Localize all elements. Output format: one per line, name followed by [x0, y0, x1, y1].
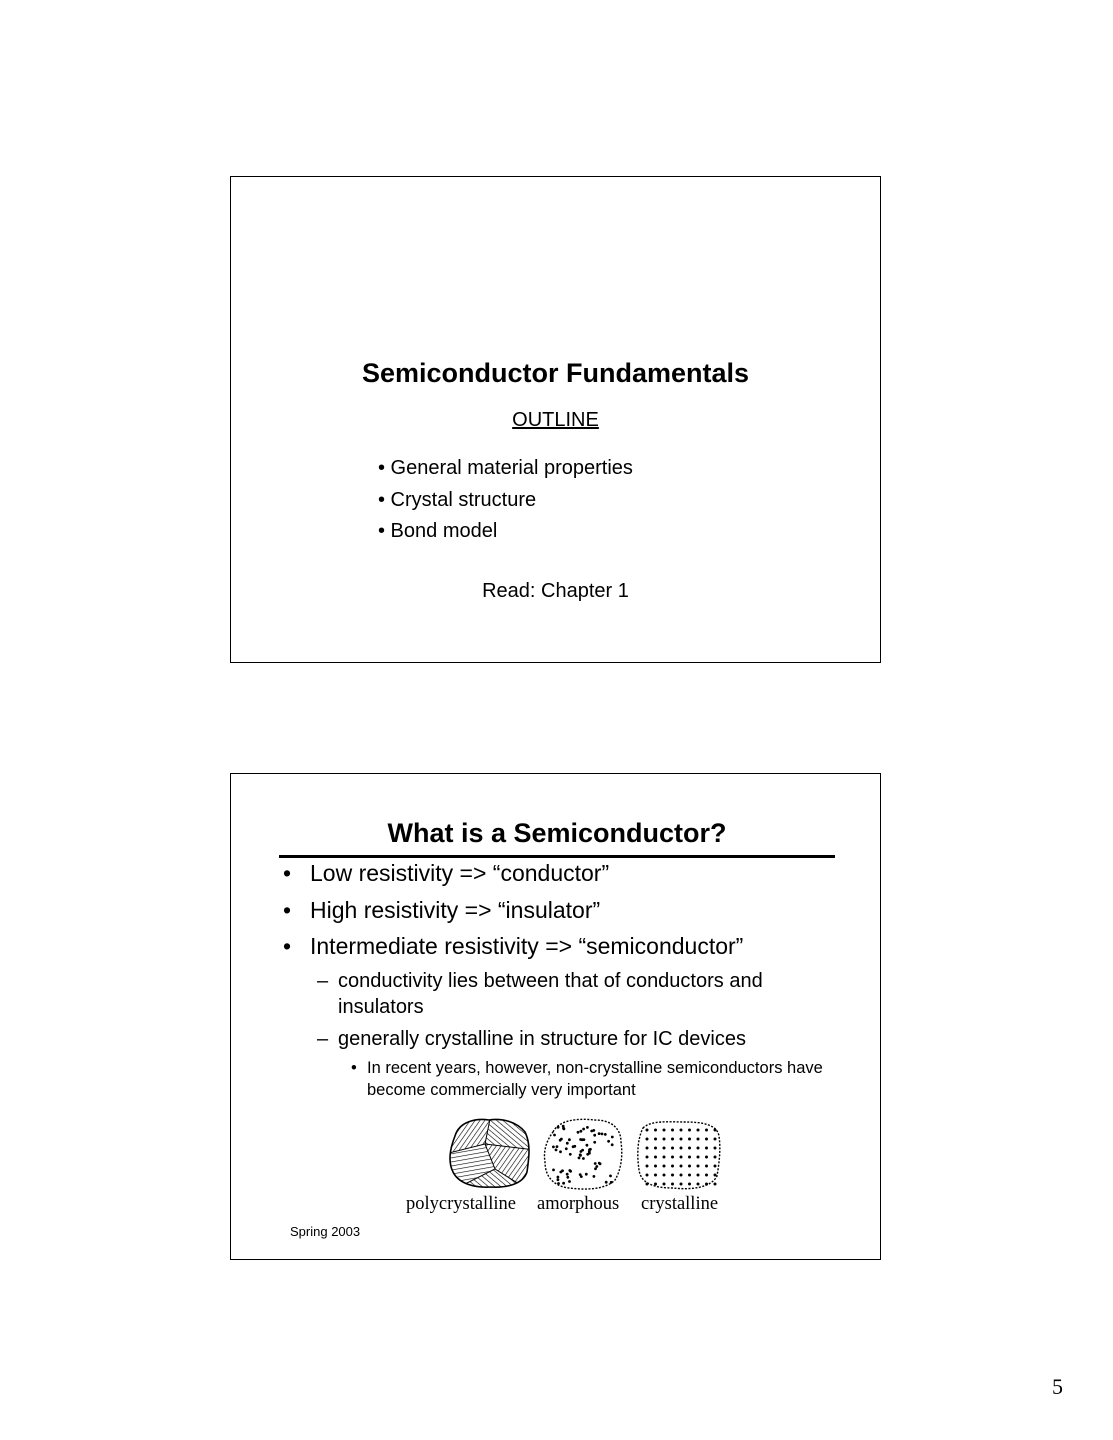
- lattice-dot: [714, 1174, 717, 1177]
- amorphous-dot: [604, 1133, 607, 1136]
- lattice-dot: [705, 1165, 708, 1168]
- bullet-symbol: •: [283, 860, 292, 886]
- amorphous-dot: [580, 1130, 583, 1133]
- lattice-dot: [671, 1147, 674, 1150]
- lattice-dot: [654, 1165, 657, 1168]
- lattice-dot: [671, 1129, 674, 1132]
- sub-sub-bullet-text: In recent years, however, non-crystalline semiconductors have become commercially very important: [367, 1059, 823, 1099]
- lattice-dot: [705, 1138, 708, 1141]
- lattice-dot: [714, 1129, 717, 1132]
- amorphous-dot: [578, 1157, 581, 1160]
- amorphous-dot: [566, 1176, 569, 1179]
- lattice-dot: [646, 1147, 649, 1150]
- lattice-dot: [654, 1174, 657, 1177]
- slide1-title: Semiconductor Fundamentals: [361, 358, 750, 388]
- amorphous-dot: [609, 1175, 612, 1178]
- amorphous-dot: [559, 1150, 562, 1153]
- amorphous-dot: [557, 1182, 560, 1185]
- slide2-title: What is a Semiconductor?: [387, 818, 727, 848]
- lattice-dot: [654, 1138, 657, 1141]
- amorphous-dot: [590, 1130, 593, 1133]
- amorphous-dot: [593, 1175, 596, 1178]
- slide-outline: [230, 176, 881, 663]
- amorphous-dot: [593, 1141, 596, 1144]
- amorphous-dot: [552, 1169, 555, 1172]
- lattice-dot: [654, 1156, 657, 1159]
- amorphous-dot: [586, 1144, 589, 1147]
- polycrystalline-shape: [445, 1114, 535, 1194]
- lattice-dot: [714, 1165, 717, 1168]
- lattice-dot: [663, 1165, 666, 1168]
- lattice-dot: [663, 1156, 666, 1159]
- lattice-dot: [697, 1183, 700, 1186]
- dash-symbol: –: [317, 1028, 329, 1050]
- amorphous-dot: [556, 1145, 559, 1148]
- outline-heading: OUTLINE: [512, 409, 599, 431]
- amorphous-dot: [594, 1162, 597, 1165]
- caption-crystalline: crystalline: [641, 1194, 719, 1214]
- lattice-dot: [663, 1183, 666, 1186]
- outline-item: • Bond model: [378, 520, 498, 542]
- lattice-dot: [663, 1129, 666, 1132]
- lattice-dot: [714, 1183, 717, 1186]
- lattice-dot: [646, 1174, 649, 1177]
- lattice-dot: [688, 1165, 691, 1168]
- lattice-dot: [697, 1165, 700, 1168]
- amorphous-dot: [579, 1153, 582, 1156]
- outline-item: • Crystal structure: [378, 488, 537, 511]
- amorphous-dot: [565, 1147, 568, 1150]
- amorphous-dot: [560, 1138, 563, 1141]
- amorphous-dot: [601, 1133, 604, 1136]
- amorphous-dot: [559, 1171, 562, 1174]
- amorphous-dot: [588, 1152, 591, 1155]
- lattice-dot: [680, 1174, 683, 1177]
- amorphous-dot: [611, 1136, 614, 1139]
- lattice-dot: [646, 1165, 649, 1168]
- outline-list: [378, 453, 633, 548]
- lattice-dot: [697, 1138, 700, 1141]
- bullet-text: Low resistivity => “conductor”: [310, 860, 610, 886]
- amorphous-dot: [557, 1176, 560, 1179]
- amorphous-dot: [569, 1153, 572, 1156]
- dash-symbol: –: [317, 970, 329, 992]
- bullet-symbol: •: [283, 933, 292, 959]
- lattice-dot: [714, 1156, 717, 1159]
- bullet-text: Intermediate resistivity => “semiconductor”: [310, 933, 744, 959]
- amorphous-dot: [598, 1162, 601, 1165]
- bullet-symbol: •: [351, 1059, 357, 1077]
- lattice-dot: [697, 1174, 700, 1177]
- lattice-dot: [680, 1138, 683, 1141]
- lattice-dot: [705, 1156, 708, 1159]
- title-underline: [279, 855, 835, 858]
- outline-item: • General material properties: [378, 457, 633, 479]
- amorphous-dot: [585, 1173, 588, 1176]
- amorphous-dot: [572, 1145, 575, 1148]
- lattice-dot: [671, 1165, 674, 1168]
- caption-amorphous: amorphous: [537, 1194, 620, 1214]
- amorphous-dot: [557, 1178, 560, 1181]
- crystal-structure-figure: [445, 1114, 725, 1194]
- lattice-dot: [663, 1147, 666, 1150]
- amorphous-dot: [555, 1149, 558, 1152]
- amorphous-dot: [553, 1134, 556, 1137]
- lattice-dot: [654, 1183, 657, 1186]
- lattice-dot: [680, 1165, 683, 1168]
- reading-assignment: Read: Chapter 1: [482, 580, 629, 602]
- bullet-text: High resistivity => “insulator”: [310, 897, 601, 923]
- lattice-dot: [705, 1174, 708, 1177]
- lattice-dot: [680, 1129, 683, 1132]
- lattice-dot: [688, 1156, 691, 1159]
- lattice-dot: [705, 1183, 708, 1186]
- amorphous-dot: [581, 1149, 584, 1152]
- lattice-dot: [714, 1147, 717, 1150]
- amorphous-dot: [580, 1175, 583, 1178]
- amorphous-dot: [595, 1165, 598, 1168]
- amorphous-dot: [557, 1126, 560, 1129]
- amorphous-dot: [552, 1146, 555, 1149]
- lattice-dot: [688, 1129, 691, 1132]
- crystalline-shape: [638, 1122, 720, 1189]
- amorphous-dot: [586, 1126, 589, 1129]
- amorphous-dot: [568, 1138, 571, 1141]
- lattice-dot: [671, 1183, 674, 1186]
- lattice-dot: [688, 1138, 691, 1141]
- lattice-dot: [705, 1147, 708, 1150]
- amorphous-dot: [611, 1143, 614, 1146]
- amorphous-dot: [598, 1132, 601, 1135]
- lattice-dot: [697, 1156, 700, 1159]
- lattice-dot: [646, 1129, 649, 1132]
- amorphous-dot: [610, 1181, 613, 1184]
- slide-footer: Spring 2003: [290, 1224, 361, 1239]
- lattice-dot: [680, 1147, 683, 1150]
- lattice-dot: [663, 1174, 666, 1177]
- lattice-dot: [671, 1138, 674, 1141]
- page-number: 5: [1052, 1374, 1063, 1399]
- lattice-dot: [654, 1129, 657, 1132]
- lattice-dot: [654, 1147, 657, 1150]
- lattice-dot: [714, 1138, 717, 1141]
- amorphous-dot: [582, 1157, 585, 1160]
- amorphous-dot: [568, 1180, 571, 1183]
- sub-bullet-text: conductivity lies between that of conductors and insulators: [338, 970, 763, 1018]
- caption-polycrystalline: polycrystalline: [406, 1194, 516, 1214]
- amorphous-shape: [544, 1119, 621, 1189]
- sub-bullet-text: generally crystalline in structure for IC devices: [338, 1028, 746, 1050]
- amorphous-dot: [562, 1125, 565, 1128]
- lattice-dot: [688, 1147, 691, 1150]
- lattice-dot: [697, 1147, 700, 1150]
- lattice-dot: [680, 1183, 683, 1186]
- lattice-dot: [646, 1183, 649, 1186]
- lattice-dot: [646, 1156, 649, 1159]
- amorphous-dot: [577, 1131, 580, 1134]
- lattice-dot: [705, 1129, 708, 1132]
- lattice-dot: [680, 1156, 683, 1159]
- slide-what-is-semiconductor: [230, 773, 881, 1260]
- lattice-dot: [663, 1138, 666, 1141]
- amorphous-dot: [568, 1169, 571, 1172]
- amorphous-dot: [593, 1134, 596, 1137]
- amorphous-dot: [605, 1181, 608, 1184]
- amorphous-dot: [607, 1140, 610, 1143]
- amorphous-dot: [582, 1128, 585, 1131]
- amorphous-dot: [562, 1182, 565, 1185]
- amorphous-dot: [566, 1173, 569, 1176]
- lattice-dot: [671, 1174, 674, 1177]
- bullet-symbol: •: [283, 897, 292, 923]
- amorphous-dot: [566, 1142, 569, 1145]
- amorphous-dot: [581, 1138, 584, 1141]
- lattice-dot: [671, 1156, 674, 1159]
- lattice-dot: [688, 1174, 691, 1177]
- lattice-dot: [688, 1183, 691, 1186]
- lattice-dot: [646, 1138, 649, 1141]
- lattice-dot: [697, 1129, 700, 1132]
